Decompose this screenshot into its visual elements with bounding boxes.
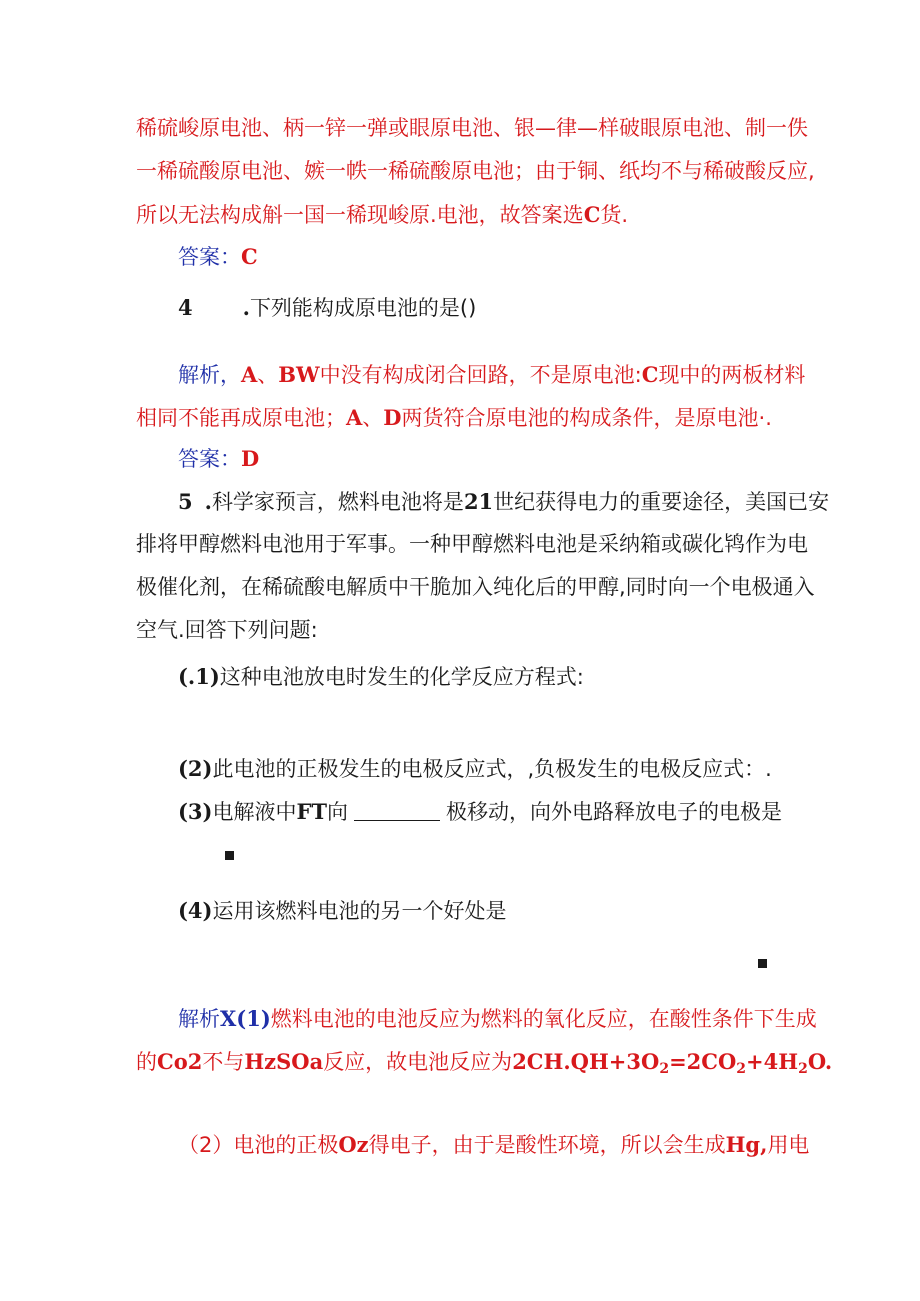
- text-run: 的: [136, 1050, 157, 1074]
- answer-label: 答案：: [178, 447, 241, 471]
- subquestion-number: (4): [178, 898, 213, 923]
- explanation-line: [178, 364, 805, 386]
- text-run: D: [383, 405, 402, 430]
- answer-line: [178, 246, 258, 268]
- explanation-line: [136, 1049, 833, 1077]
- text-run: 世纪获得电力的重要途径，美国已安: [493, 490, 830, 514]
- explanation-label: 解析，: [178, 363, 241, 387]
- square-mark-icon: [758, 959, 767, 968]
- text-run: 现中的两板材料: [658, 363, 806, 387]
- text-run: 所以无法构成斛一国一稀现峻原.电池，故答案选: [136, 203, 584, 227]
- equation: $2CH.QH+3O_2=2CO_2+4H_2O$.: [512, 1049, 833, 1077]
- explanation-mark: X(1): [220, 1006, 271, 1031]
- text-run: 、: [257, 363, 279, 387]
- answer-blank[interactable]: [354, 802, 440, 821]
- question-5: 5 .科学家预言，燃料电池将是21世纪获得电力的重要途径，美国已安: [178, 489, 830, 514]
- text-run: 中没有构成闭合回路，不是原电池:: [319, 363, 642, 387]
- answer-value: D: [241, 446, 260, 471]
- text-run: Oz: [338, 1132, 369, 1157]
- subquestion-number: (2): [178, 756, 213, 781]
- question-line: 排将甲醇燃料电池用于军事。一种甲醇燃料电池是采纳箱或碳化鸨作为电: [136, 532, 808, 556]
- text-run: A: [241, 362, 258, 387]
- square-mark-icon: [225, 851, 234, 860]
- question-number: 5: [178, 489, 193, 514]
- text-run: 用电: [767, 1133, 810, 1157]
- text-run: 极移动，向外电路释放电子的电极是: [446, 800, 783, 824]
- explanation-line: [136, 204, 628, 226]
- text-run: C: [583, 202, 601, 227]
- subquestion-number: (3): [178, 799, 213, 824]
- text-run: 21: [463, 489, 494, 514]
- text-run: 科学家预言，燃料电池将是: [211, 490, 464, 514]
- answer-line: [178, 448, 259, 470]
- subquestion-text: 这种电池放电时发生的化学反应方程式:: [219, 665, 584, 689]
- question-line: 极催化剂，在稀硫酸电解质中干脆加入纯化后的甲醇,同时向一个电极通入: [136, 575, 815, 599]
- subquestion-text: 此电池的正极发生的电极反应式，,负极发生的电极反应式：.: [212, 757, 772, 781]
- question-line: 空气.回答下列问题:: [136, 618, 318, 642]
- text-run: Co2: [157, 1049, 203, 1074]
- explanation-line: [178, 1008, 817, 1030]
- answer-label: 答案：: [178, 245, 241, 269]
- text-run: （2）电池的正极: [178, 1133, 339, 1157]
- text-run: FT: [296, 799, 328, 824]
- subquestion-2: [178, 758, 772, 780]
- text-run: 两货符合原电池的构成条件，是原电池·.: [401, 406, 772, 430]
- subquestion-number: (.1): [178, 664, 220, 689]
- explanation-label: 解析: [178, 1007, 220, 1031]
- subquestion-3: [178, 801, 782, 823]
- text-run: 反应，故电池反应为: [323, 1050, 513, 1074]
- text-run: HzSOa: [244, 1049, 324, 1074]
- text-run: 电解液中: [212, 800, 297, 824]
- text-run: 相同不能再成原电池；: [136, 406, 346, 430]
- question-number: 4: [178, 295, 193, 320]
- subquestion-1: [178, 666, 584, 688]
- subquestion-4: [178, 900, 506, 922]
- answer-value: C: [241, 244, 258, 269]
- text-run: A: [346, 405, 363, 430]
- explanation-line: 稀硫峻原电池、柄一锌一弹或眼原电池、银—律—样破眼原电池、制一佚: [136, 116, 808, 140]
- text-run: C: [641, 362, 659, 387]
- text-run: 不与: [202, 1050, 245, 1074]
- subquestion-text: 运用该燃料电池的另一个好处是: [212, 899, 507, 923]
- text-run: 得电子，由于是酸性环境，所以会生成: [368, 1133, 726, 1157]
- explanation-line: [136, 407, 772, 429]
- text-run: BW: [278, 362, 320, 387]
- text-run: 燃料电池的电池反应为燃料的氧化反应，在酸性条件下生成: [270, 1007, 817, 1031]
- explanation-line: 一稀硫酸原电池、嫉一帙一稀硫酸原电池；由于铜、纸均不与稀破酸反应,: [136, 159, 815, 183]
- question-4: 4 .下列能构成原电池的是(): [178, 295, 477, 320]
- text-run: Hg,: [725, 1132, 768, 1157]
- text-run: 、: [362, 406, 384, 430]
- text-run: 向: [327, 800, 349, 824]
- question-text: 下列能构成原电池的是(): [249, 296, 477, 320]
- explanation-line: [178, 1134, 809, 1156]
- text-run: 货.: [600, 203, 629, 227]
